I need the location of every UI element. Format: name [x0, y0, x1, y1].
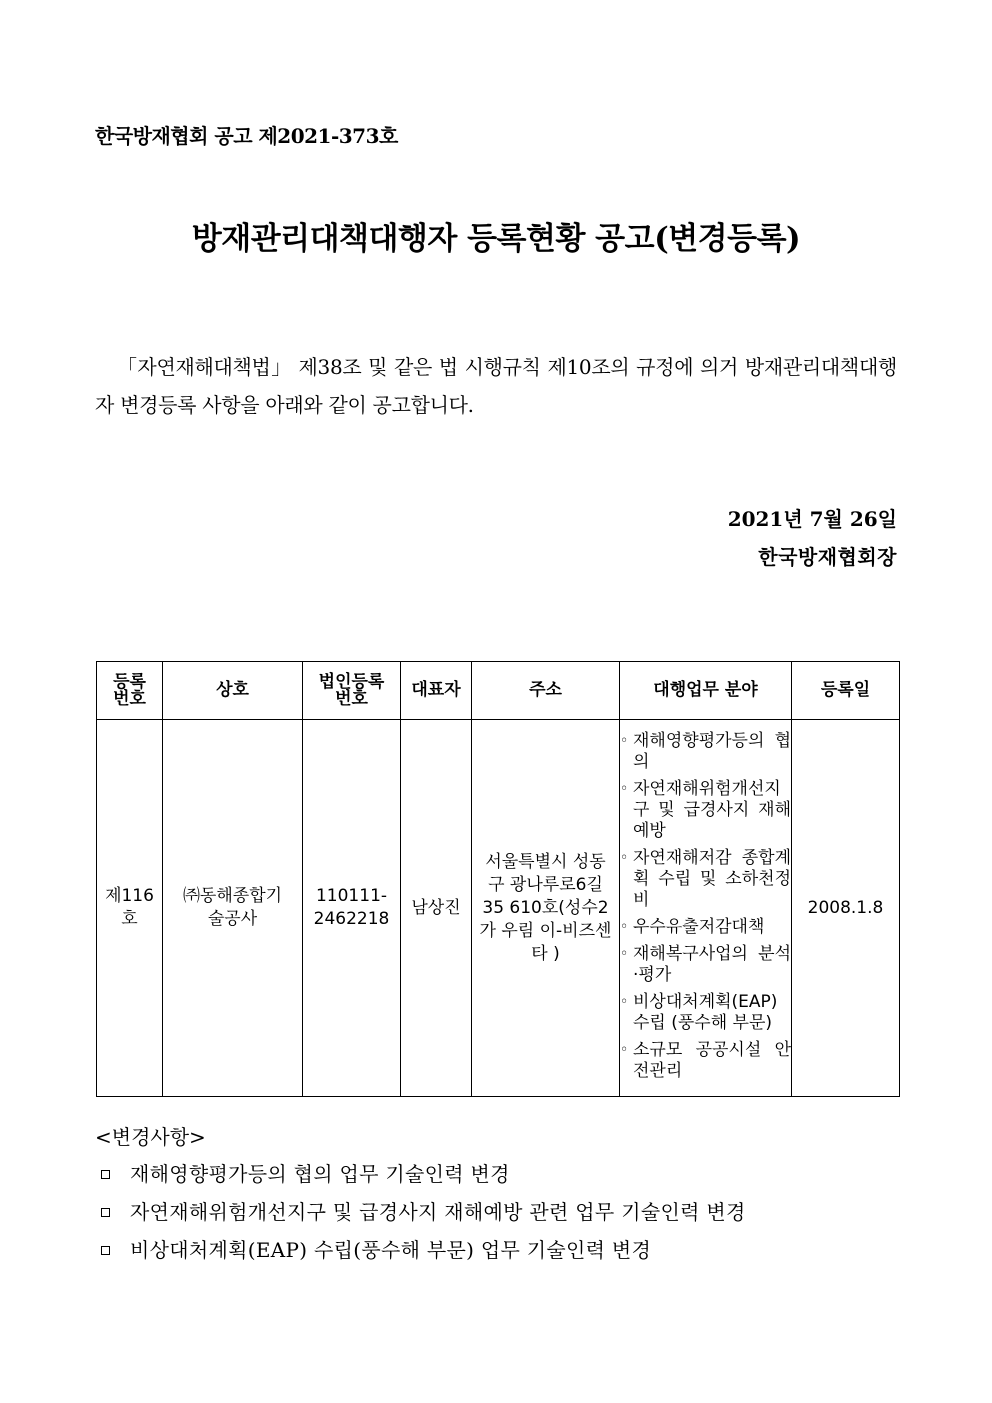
change-text: 비상대처계획(EAP) 수립(풍수해 부문) 업무 기술인력 변경 [130, 1238, 652, 1262]
notice-number: 한국방재협회 공고 제2021-373호 [95, 124, 398, 148]
field-text: 소규모 공공시설 안전관리 [633, 1040, 791, 1081]
list-item [620, 848, 791, 911]
header-company: 상호 [163, 662, 303, 720]
list-item [95, 1155, 746, 1193]
bullet-icon: ◦ [620, 919, 629, 935]
cell-address-text: 서울특별시 성동구 광나루로6길 35 610호(성수2가 우림 이-비즈센타 ) [479, 851, 612, 964]
header-reg-no-label: 등록번호 [113, 671, 146, 709]
square-bullet-icon [101, 1170, 110, 1179]
field-text: 재해복구사업의 분석·평가 [633, 944, 791, 985]
fields-list [620, 731, 791, 1082]
page-title: 방재관리대책대행자 등록현황 공고(변경등록) [191, 221, 801, 257]
cell-corp-no [303, 720, 401, 1097]
issuer: 한국방재협회장 [758, 545, 897, 569]
change-text: 자연재해위험개선지구 및 급경사지 재해예방 관련 업무 기술인력 변경 [130, 1200, 746, 1224]
change-text: 재해영향평가등의 협의 업무 기술인력 변경 [130, 1162, 510, 1186]
square-bullet-icon [101, 1246, 110, 1255]
field-text: 비상대처계획(EAP) 수립 (풍수해 부문) [633, 992, 778, 1033]
list-item [620, 992, 791, 1034]
bullet-icon: ◦ [620, 946, 629, 962]
cell-corp-no-text: 110111-2462218 [313, 886, 390, 929]
cell-reg-no: 제116호 [97, 720, 163, 1097]
cell-representative: 남상진 [401, 720, 472, 1097]
cell-reg-date: 2008.1.8 [792, 720, 900, 1097]
list-item [620, 917, 791, 938]
list-item [620, 944, 791, 986]
table-row [97, 720, 900, 1097]
bullet-icon: ◦ [620, 733, 629, 749]
field-text: 자연재해위험개선지구 및 급경사지 재해예방 [633, 779, 791, 841]
cell-company [163, 720, 303, 1097]
bullet-icon: ◦ [620, 781, 629, 797]
square-bullet-icon [101, 1208, 110, 1217]
header-corp-no [303, 662, 401, 720]
table-header-row [97, 662, 900, 720]
field-text: 재해영향평가등의 협의 [633, 731, 791, 772]
list-item [620, 779, 791, 842]
cell-address [472, 720, 620, 1097]
list-item [95, 1193, 746, 1231]
header-representative: 대표자 [401, 662, 472, 720]
cell-company-text: ㈜동해종합기술공사 [182, 886, 283, 929]
header-fields: 대행업무 분야 [620, 662, 792, 720]
header-address: 주소 [472, 662, 620, 720]
changes-heading: <변경사항> [95, 1125, 206, 1149]
header-reg-date: 등록일 [792, 662, 900, 720]
bullet-icon: ◦ [620, 1042, 629, 1058]
cell-fields [620, 720, 792, 1097]
registration-table [96, 661, 900, 1097]
field-text: 자연재해저감 종합계획 수립 및 소하천정비 [633, 848, 791, 910]
list-item [95, 1231, 746, 1269]
notice-date: 2021년 7월 26일 [727, 507, 897, 531]
list-item [620, 731, 791, 773]
field-text: 우수유출저감대책 [633, 917, 765, 937]
body-paragraph: 「자연재해대책법」 제38조 및 같은 법 시행규칙 제10조의 규정에 의거 방재관리대책대행자 변경등록 사항을 아래와 같이 공고합니다. [95, 355, 897, 417]
header-reg-no [97, 662, 163, 720]
header-corp-no-label: 법인등록번호 [318, 671, 385, 709]
bullet-icon: ◦ [620, 994, 629, 1010]
list-item [620, 1040, 791, 1082]
bullet-icon: ◦ [620, 850, 629, 866]
changes-list [95, 1155, 746, 1269]
